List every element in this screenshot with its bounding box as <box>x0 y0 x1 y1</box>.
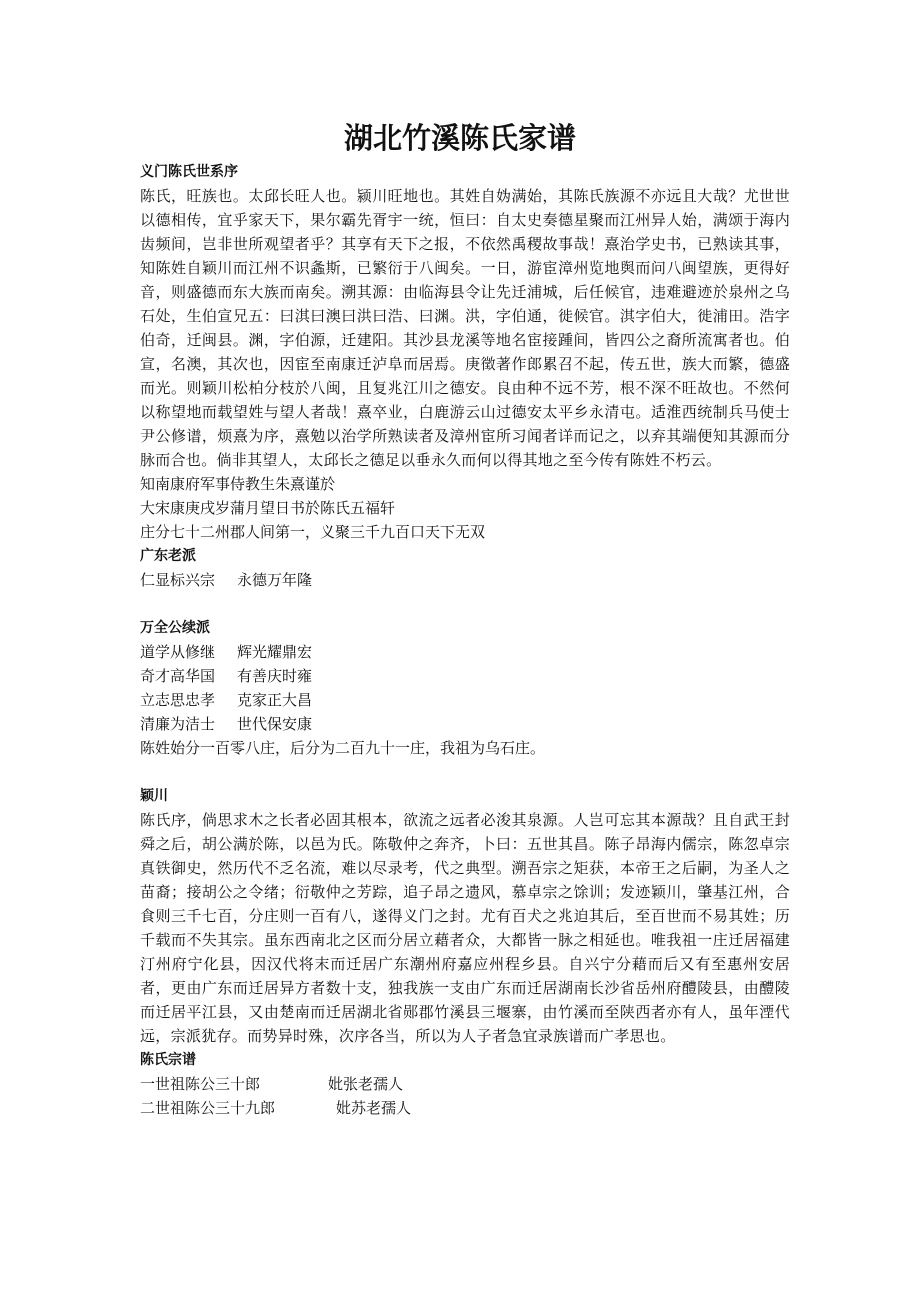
section-heading: 万全公续派 <box>140 620 210 636</box>
section-yingchuan <box>140 784 790 1048</box>
date-line: 大宋康庚戌岁蒲月望日书於陈氏五福轩 <box>140 499 396 517</box>
lineage-entry <box>140 1096 790 1120</box>
verse-right: 辉光耀鼎宏 <box>237 643 313 661</box>
signature-line: 知南康府军事侍教生朱熹谨於 <box>140 475 336 493</box>
verse-left: 仁显标兴宗 <box>140 571 216 589</box>
verse-right: 世代保安康 <box>237 715 313 733</box>
section-wanquan <box>140 616 790 760</box>
ancestor-name: 二世祖陈公三十九郎 <box>140 1099 276 1117</box>
spouse-name: 妣苏老孺人 <box>336 1099 412 1117</box>
section-heading: 义门陈氏世系序 <box>140 164 238 180</box>
generation-verse <box>140 712 790 736</box>
spouse-name: 妣张老孺人 <box>328 1075 404 1093</box>
generation-verse <box>140 688 790 712</box>
preface-paragraph: 陈氏，旺族也。太邱长旺人也。颍川旺地也。其姓自妫满始，其陈氏族源不亦远且大哉？尤世世以德相传，宜乎家天下，果尔霸先胥宇一统，恒曰：自太史奏德星聚而江州异人始，满颂于海内齿频间，岂非世所观望者乎？其享有天下之报，不依然禹稷故事哉！熹治学史书，已熟读其事，知陈姓自颖川而江州不识螽斯，已繁衍于八闽矣。一日，游宦漳州览地舆而问八闽望族，更得好音，则盛德而东大族而南矣。溯其源：由临海县令让先迁浦城，后任候官，违难避迹於泉州之乌石处，生伯宣兄五：曰淇曰澳曰洪曰浩、曰渊。洪，字伯通，徙候官。淇字伯大，徙浦田。浩字伯奇，迁闽县。渊，字伯源，迁建阳。其沙县龙溪等地名宦接踵间，皆四公之裔所流寓者也。伯宣，名澳，其次也，因宦至南康迁泸阜而居焉。庚徵著作郎累召不起，传五世，族大而繁，德盛而光。则颖川松柏分枝於八闽，且复兆江川之德安。良由种不远不芳，根不深不旺故也。不然何以称望地而载望姓与望人者哉！熹卒业，白鹿游云山过德安太平乡永清屯。适淮西统制兵马使士尹公修谱，烦熹为序，熹勉以治学所熟读者及漳州宦所习闻者详而记之，以弃其端便知其源而分脉而合也。倘非其望人，太邱长之德足以垂永久而何以得其地之至今传有陈姓不朽云。 <box>140 187 790 469</box>
motto-line: 庄分七十二州郡人间第一，义聚三千九百口天下无双 <box>140 523 486 541</box>
section-heading: 陈氏宗谱 <box>140 1052 196 1068</box>
section-zongpu <box>140 1048 790 1120</box>
verse-left: 道学从修继 <box>140 643 216 661</box>
blank-line <box>140 760 790 784</box>
section-heading: 颖川 <box>140 788 168 804</box>
section-guangdong <box>140 544 790 592</box>
document-title: 湖北竹溪陈氏家谱 <box>343 121 576 155</box>
section-heading: 广东老派 <box>140 548 196 564</box>
document-body <box>140 160 790 1120</box>
village-note: 陈姓始分一百零八庄，后分为二百九十一庄，我祖为乌石庄。 <box>140 739 546 757</box>
blank-line <box>140 592 790 616</box>
generation-verse <box>140 664 790 688</box>
verse-left: 奇才高华国 <box>140 667 216 685</box>
verse-right: 有善庆时雍 <box>237 667 313 685</box>
lineage-entry <box>140 1072 790 1096</box>
verse-right: 克家正大昌 <box>237 691 313 709</box>
generation-verse <box>140 640 790 664</box>
generation-verse <box>140 568 790 592</box>
ancestor-name: 一世祖陈公三十郎 <box>140 1075 261 1093</box>
verse-right: 永德万年隆 <box>237 571 313 589</box>
yingchuan-paragraph: 陈氏序，倘思求木之长者必固其根本，欲流之远者必浚其泉源。人岂可忘其本源哉？且自武王封舜之后，胡公满於陈，以邑为氏。陈敬仲之奔齐，卜曰：五世其昌。陈子昂海内儒宗，陈忽卓宗真铁御史，然历代不乏名流，难以尽录考，代之典型。溯吾宗之矩获，本帝王之后嗣，为圣人之苗裔；接胡公之令绪；衍敬仲之芳踪，追子昂之遗风，慕卓宗之馀训；发迹颖川，肇基江州，合食则三千七百，分庄则一百有八，遂得义门之封。尤有百犬之兆迫其后，至百世而不易其姓；历千载而不失其宗。虽东西南北之区而分居立藉者众，大都皆一脉之相延也。唯我祖一庄迁居福建汀州府宁化县，因汉代将末而迁居广东潮州府嘉应州程乡县。自兴宁分藉而后又有至惠州安居者，更由广东而迁居异方者数十支，独我族一支由广东而迁居湖南长沙省岳州府醴陵县，由醴陵而迁居平江县，又由楚南而迁居湖北省郧郡竹溪县三堰寨，由竹溪而至陕西者亦有人，虽年湮代远，宗派犹存。而势异时殊，次序各当，所以为人子者急宜录族谱而广孝思也。 <box>140 811 790 1045</box>
verse-left: 立志思忠孝 <box>140 691 216 709</box>
verse-left: 清廉为洁士 <box>140 715 216 733</box>
section-xu <box>140 160 790 544</box>
